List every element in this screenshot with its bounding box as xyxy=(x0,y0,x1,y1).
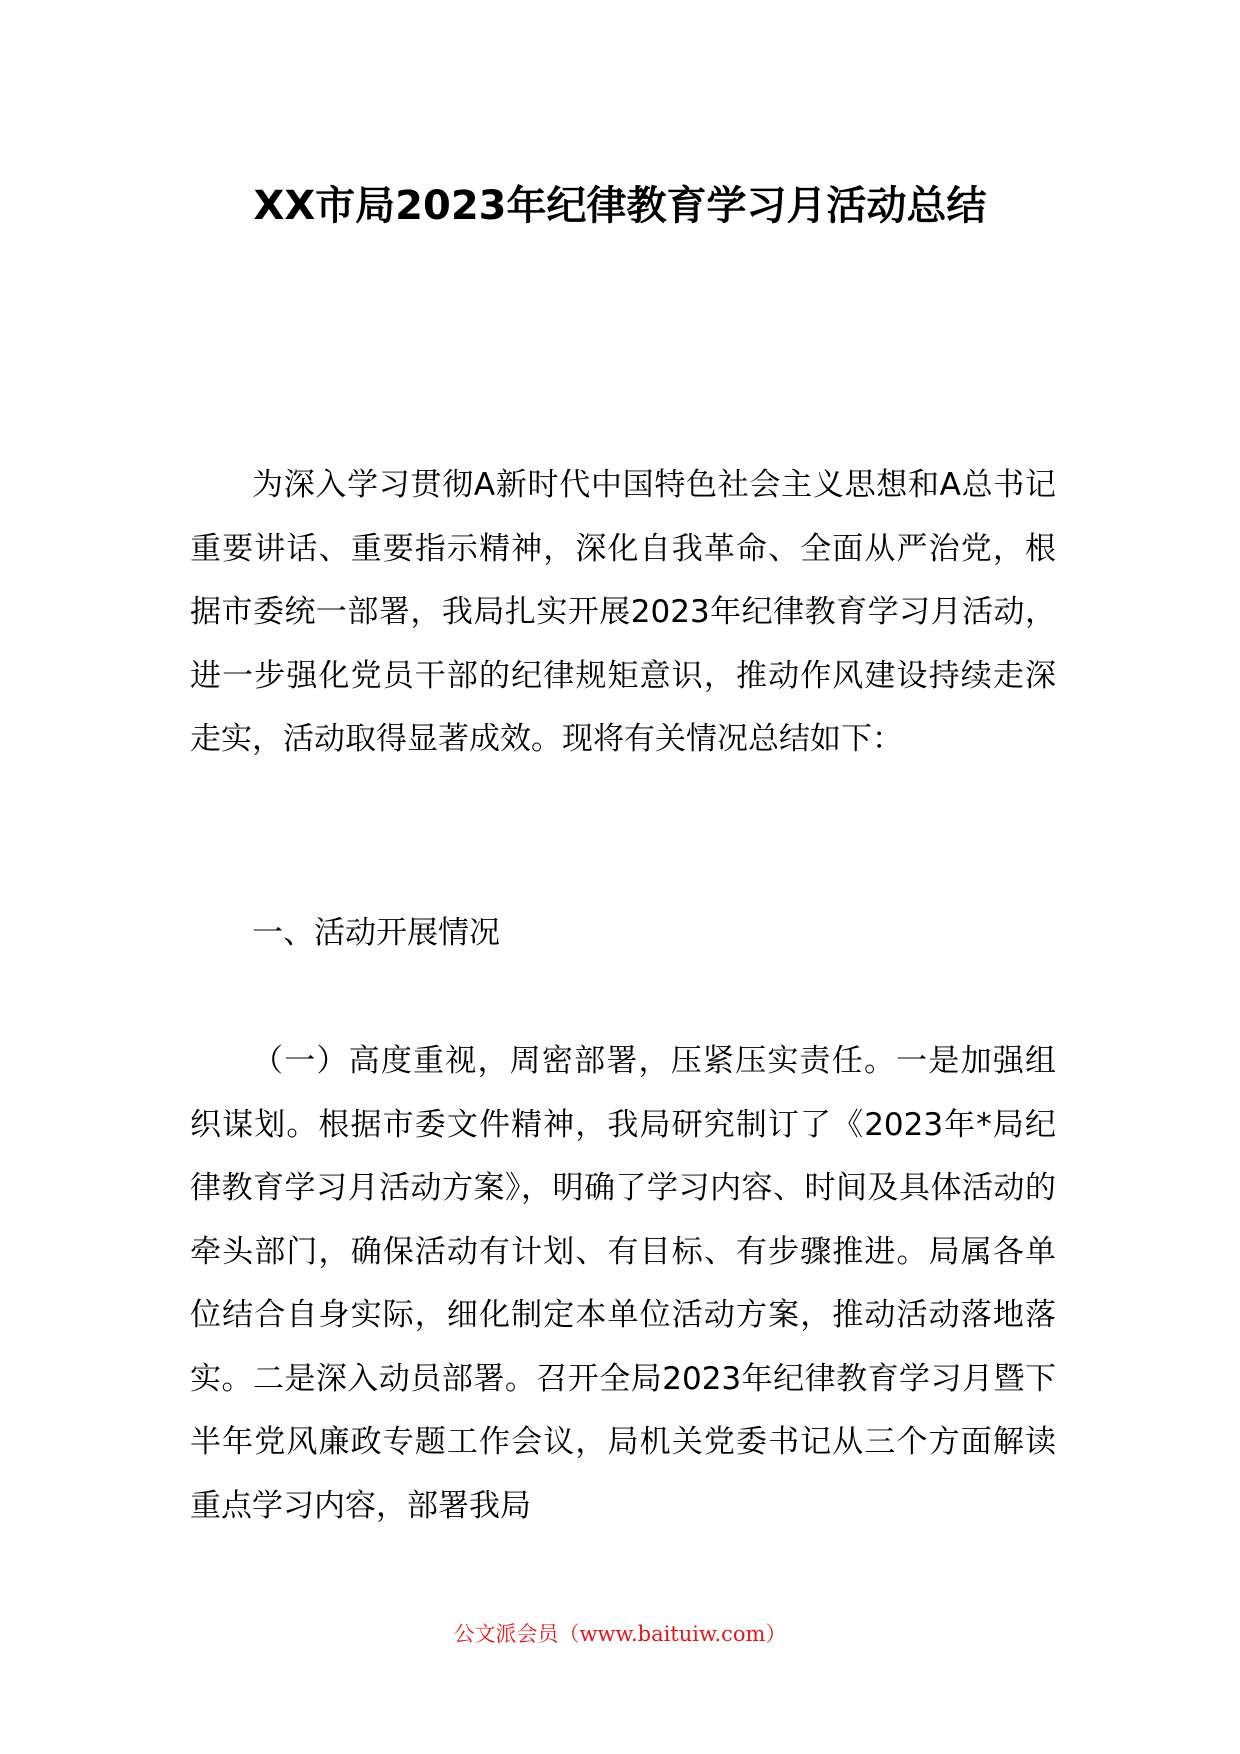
intro-paragraph: 为深入学习贯彻A新时代中国特色社会主义思想和A总书记重要讲话、重要指示精神，深化自我革命、全面从严治党，根据市委统一部署，我局扎实开展2023年纪律教育学习月活动，进一步强化党员干部的纪律规矩意识，推动作风建设持续走深走实，活动取得显著成效。现将有关情况总结如下： xyxy=(190,467,1056,757)
section-heading: 一、活动开展情况 xyxy=(252,915,500,951)
section-paragraph: （一）高度重视，周密部署，压紧压实责任。一是加强组织谋划。根据市委文件精神，我局研究制订了《2023年*局纪律教育学习月活动方案》，明确了学习内容、时间及具体活动的牵头部门，确保活动有计划、有目标、有步骤推进。局属各单位结合自身实际，细化制定本单位活动方案，推动活动落地落实。二是深入动员部署。召开全局2023年纪律教育学习月暨下半年党风廉政专题工作会议，局机关党委书记从三个方面解读重点学习内容，部署我局 xyxy=(190,1043,1056,1524)
document-title: XX市局2023年纪律教育学习月活动总结 xyxy=(253,183,987,229)
footer-watermark: 公文派会员（www.baituiw.com） xyxy=(453,1622,787,1646)
